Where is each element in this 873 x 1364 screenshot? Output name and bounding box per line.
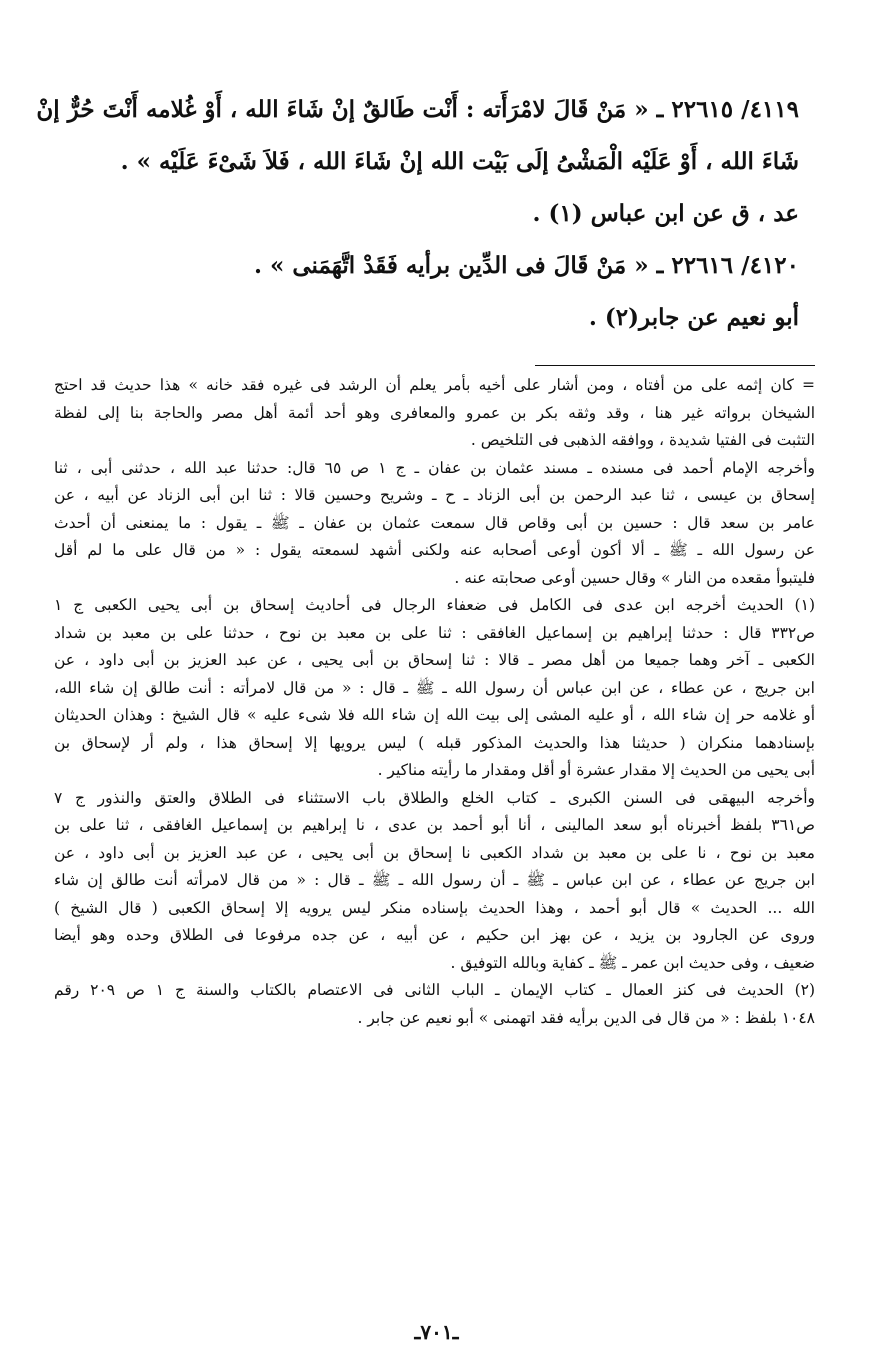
hadith-4119-line-2: شَاءَ الله ، أَوْ عَلَيْه الْمَشْىُ إلَى بَيْت الله إنْ شَاءَ الله ، فَلاَ شَىْءَ عَلَيْه » . bbox=[120, 148, 799, 175]
footnote-line: الشيخان برواته غير هنا ، وقد وثقه بكر بن عمرو والمعافرى وهو أحد أئمة أهل مصر والحاجة بنا إلى لفظة bbox=[54, 403, 815, 422]
footnote-line: وأخرجه البيهقى فى السنن الكبرى ـ كتاب الخلع والطلاق باب الاستثناء فى الطلاق والعتق والنذور ج ٧ bbox=[54, 788, 815, 807]
footnote-line: وروى عن الجارود بن يزيد ، عن بهز ابن حكيم ، عن أبيه ، عن جده مرفوعا فى الطلاق وحده وهو أيضا bbox=[54, 926, 815, 944]
footnote-line: ص٣٣٢ قال : حدثنا إبراهيم بن إسماعيل الغافقى : ثنا على بن معبد بن نوح ، حدثنا على بن معبد بن شداد bbox=[54, 623, 815, 642]
footnote-line: ضعيف ، وفى حديث ابن عمر ـ ﷺ ـ كفاية وبالله التوفيق . bbox=[450, 953, 815, 972]
footnote-line: = كان إثمه على من أفتاه ، ومن أشار على أخيه بأمر يعلم أن الرشد فى غيره فقد خانه » هذا حديث قد احتج bbox=[54, 376, 815, 394]
footnote-line: عن رسول الله ـ ﷺ ـ ألا أكون أوعى أصحابه عنه ولكنى أشهد لسمعته يقول : « من قال على ما لم أقل bbox=[54, 541, 815, 559]
footnote-line: معبد بن نوح ، نا على بن معبد بن شداد الكعبى نا إسحاق بن أبى يحيى ، عن عبد العزيز بن أبى داود ، عن bbox=[54, 843, 815, 862]
footnote-separator bbox=[535, 365, 815, 366]
footnote-line: ص٣٦١ بلفظ أخبرناه أبو سعد المالينى ، أنا أبو أحمد بن عدى ، نا إبراهيم بن إسماعيل الغافقى ، ثنا على بن bbox=[54, 816, 815, 834]
hadith-4119-source: عد ، ق عن ابن عباس (١) . bbox=[532, 200, 799, 227]
footnote-2 bbox=[54, 977, 815, 1032]
hadith-4120-line-1: ٤١٢٠/ ٢٢٦١٦ ـ « مَنْ قَالَ فى الدِّين برأيه فَقَدْ اتَّهَمَنى » . bbox=[253, 252, 799, 279]
footnote-line: (٢) الحديث فى كنز العمال ـ كتاب الإيمان ـ الباب الثانى فى الاعتصام بالكتاب والسنة ج ١ ص ٢٠٩ رقم bbox=[54, 981, 816, 999]
footnote-line: بإسنادهما منكران ( حديثنا هذا والحديث المذكور قبله ) ليس يرويها إلا إسحاق هذا ، ولم أر لإسحاق بن bbox=[54, 733, 815, 752]
footnote-line: إسحاق بن عيسى ، ثنا عبد الرحمن بن أبى الزناد ـ ح ـ وشريح وحسين قالا : ثنا ابن أبى الزناد عن أبيه ، عن bbox=[54, 486, 815, 504]
page-number: ـ٧٠١ـ bbox=[414, 1320, 459, 1344]
footnote-line: أبى يحيى من الحديث إلا مقدار عشرة أو أقل ومقدار ما رأيته مناكير . bbox=[377, 761, 815, 779]
footnote-ahmad bbox=[54, 455, 815, 593]
footnote-line: وأخرجه الإمام أحمد فى مسنده ـ مسند عثمان بن عفان ـ ج ١ ص ٦٥ قال: حدثنا عبد الله ، حدثنى أبى ، ثنا bbox=[54, 458, 816, 477]
hadith-4120-source: أبو نعيم عن جابر(٢) . bbox=[588, 304, 799, 331]
footnote-bayhaqi bbox=[54, 785, 815, 978]
footnote-line: عامر بن سعد قال : حسين بن أبى وقاص قال سمعت عثمان بن عفان ـ ﷺ ـ يقول : ما يمنعنى أن أحدث bbox=[54, 513, 815, 532]
footnote-line: أو غلامه حر إن شاء الله ، أو عليه المشى إلى بيت الله إن شاء الله فلا شىء عليه » قال الشيخ : وهذان الحديثان bbox=[54, 706, 815, 724]
footnote-line: ابن جريج عن عطاء ، عن ابن عباس ـ ﷺ ـ أن رسول الله ـ ﷺ ـ قال : « من قال لامرأته أنت طالق إن شاء bbox=[54, 871, 815, 889]
footnotes bbox=[54, 372, 815, 1032]
footnote-line: ابن جريج ، عن عطاء ، عن ابن عباس أن رسول الله ـ ﷺ ـ قال : « من قال لامرأته : أنت طالق إن شاء الله، bbox=[54, 678, 815, 697]
footnote-line: ١٠٤٨ بلفظ : « من قال فى الدين برأيه فقد اتهمنى » أبو نعيم عن جابر . bbox=[357, 1008, 815, 1027]
footnote-line: فليتبوأ مقعده من النار » وقال حسين أوعى صحابته عنه . bbox=[454, 568, 815, 587]
hadith-text bbox=[36, 84, 799, 344]
footnote-continuation bbox=[54, 372, 815, 455]
footnote-line: الكعبى ـ آخر وهما جميعا من أهل مصر ـ قالا : ثنا إسحاق بن أبى يحيى ، عن عبد العزيز بن أبى داود ، عن bbox=[54, 651, 815, 669]
footnote-1 bbox=[54, 592, 815, 785]
footnote-line: التثبت فى الفتيا شديدة ، ووافقه الذهبى فى التلخيص . bbox=[470, 431, 815, 449]
footnote-line: الله ... الحديث » قال أبو أحمد ، وهذا الحديث بإسناده منكر ليس يرويه إلا إسحاق الكعبى ( قال الشيخ ) bbox=[54, 898, 815, 917]
footnote-line: (١) الحديث أخرجه ابن عدى فى الكامل فى ضعفاء الرجال فى أحاديث إسحاق بن أبى يحيى الكعبى ج ١ bbox=[54, 596, 815, 614]
hadith-4119-line-1: ٤١١٩/ ٢٢٦١٥ ـ « مَنْ قَالَ لامْرَأَته : أَنْت طَالقٌ إنْ شَاءَ الله ، أَوْ غُلامه أَنْتَ حُرٌّ إنْ bbox=[36, 96, 799, 123]
